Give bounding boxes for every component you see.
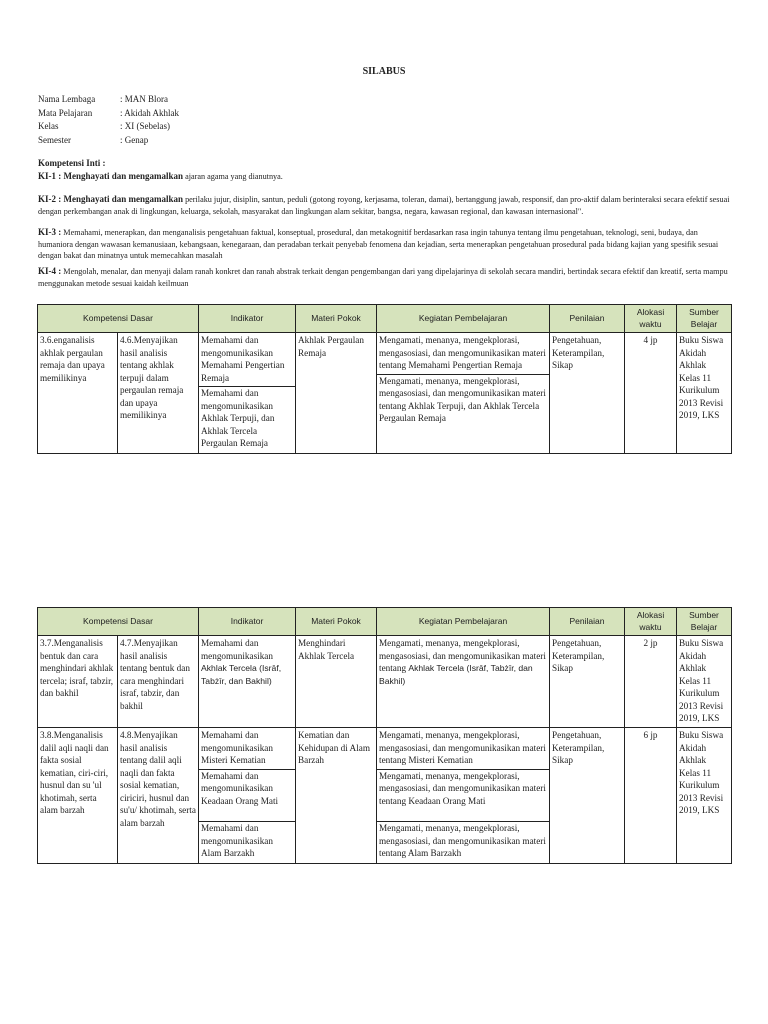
materi-cell: Akhlak Pergaulan Remaja <box>296 333 377 454</box>
header-materi-pokok: Materi Pokok <box>296 305 377 333</box>
identity-row <box>38 93 179 107</box>
ki-1 <box>38 171 732 183</box>
alokasi-cell: 2 jp <box>625 636 677 728</box>
table-row <box>38 728 732 864</box>
header-kompetensi-dasar: Kompetensi Dasar <box>38 608 199 636</box>
header-indikator: Indikator <box>199 305 296 333</box>
header-sumber-line1: Sumber <box>689 610 719 620</box>
identity-label: Kelas <box>38 121 59 131</box>
indikator-cell <box>199 636 296 728</box>
identity-row <box>38 134 179 148</box>
indikator-text: Memahami dan mengomunikasikan <box>201 638 273 661</box>
kegiatan-cell <box>377 333 550 454</box>
kd-4-cell: 4.7.Menyajikan hasil analisis tentang bentuk dan cara menghindari israf, tabzir, dan bakhil <box>118 636 199 728</box>
sumber-cell: Buku Siswa Akidah Akhlak Kelas 11 Kurikulum 2013 Revisi 2019, LKS <box>677 333 732 454</box>
header-alokasi-line1: Alokasi <box>636 307 665 317</box>
kd-3-cell: 3.6.enganalisis akhlak pergaulan remaja dan upaya memilikinya <box>38 333 118 454</box>
identity-label: Mata Pelajaran <box>38 107 93 118</box>
header-sumber-line2: Belajar <box>690 621 718 632</box>
kegiatan-cell <box>377 728 550 864</box>
penilaian-cell: Pengetahuan, Keterampilan, Sikap <box>550 333 625 454</box>
kd-3-cell: 3.8.Menganalisis dalil aqli naqli dan fakta sosial kematian, ciri-ciri, husnul dan su 'ul khotimah, serta alam barzah <box>38 728 118 864</box>
header-sumber <box>677 305 732 333</box>
sumber-cell: Buku Siswa Akidah Akhlak Kelas 11 Kurikulum 2013 Revisi 2019, LKS <box>677 728 732 864</box>
alokasi-cell: 4 jp <box>625 333 677 454</box>
materi-cell: Kematian dan Kehidupan di Alam Barzah <box>296 728 377 864</box>
kegiatan-highlight: Akhlak Tercela (Isrāf, Tabżīr, dan Bakhil) <box>379 663 533 686</box>
materi-cell: Menghindari Akhlak Tercela <box>296 636 377 728</box>
identity-value: : XI (Sebelas) <box>120 121 170 131</box>
header-sumber-line2: Belajar <box>690 318 718 329</box>
alokasi-cell: 6 jp <box>625 728 677 864</box>
ki-2-text: perilaku jujur, disiplin, santun, peduli (gotong royong, kerjasama, toleran, damai), bertanggung jawab, responsif, dan pro-aktif dalam berinteraksi secara efektif sesuai dengan perkembangan anak di lingkungan, keluarga, sekolah, masyarakat dan lingkungan alam sekitar, bangsa, negara, kawasan regional, dan kawasan internasional". <box>38 195 730 216</box>
identity-label: Semester <box>38 134 71 145</box>
ki-4 <box>38 266 732 289</box>
identity-block <box>38 93 179 147</box>
header-alokasi <box>625 305 677 333</box>
header-alokasi-line2: waktu <box>639 318 662 329</box>
header-materi-pokok: Materi Pokok <box>296 608 377 636</box>
table-header-row <box>38 608 732 636</box>
indikator-item: Memahami dan mengomunikasikan Alam Barzakh <box>201 823 273 858</box>
ki-2 <box>38 194 732 217</box>
ki-4-text: Mengolah, menalar, dan menyaji dalam ranah konkret dan ranah abstrak terkait dengan pengembangan dari yang dipelajarinya di sekolah secara mandiri, bertindak secara efektif dan kreatif, serta mampu menggunakan metode sesuai kaidah keilmuan <box>38 267 728 288</box>
kegiatan-item: Mengamati, menanya, mengekplorasi, mengasosiasi, dan mengomunikasikan materi tentang Akhlak Terpuji, dan Akhlak Tercela Pergaulan Remaja <box>379 375 546 423</box>
header-indikator: Indikator <box>199 608 296 636</box>
kegiatan-item: Mengamati, menanya, mengekplorasi, mengasosiasi, dan mengomunikasikan materi tentang Alam Barzakh <box>379 823 546 858</box>
indikator-cell <box>199 728 296 864</box>
identity-value: : MAN Blora <box>120 94 168 104</box>
syllabus-table-2 <box>37 607 732 864</box>
ki-4-label: KI-4 : <box>38 266 62 276</box>
ki-1-label: KI-1 : Menghayati dan mengamalkan <box>38 171 184 181</box>
table-header-row <box>38 305 732 333</box>
penilaian-cell: Pengetahuan, Keterampilan, Sikap <box>550 636 625 728</box>
indikator-highlight: Akhlak Tercela (Isrāf, Tabżīr, dan Bakhil) <box>201 663 282 686</box>
ki-3-text: Memahami, menerapkan, dan menganalisis pengetahuan faktual, konseptual, prosedural, dan metakognitif berdasarkan rasa ingin tahunya tentang ilmu pengetahuan, teknologi, seni, budaya, dan humaniora dengan wawasan kemanusiaan, kebangsaan, kenegaraan, dan peradaban terkait penyebab fenomena dan kejadian, serta menerapkan pengetahuan prosedural pada bidang kajian yang spesifik sesuai dengan bakat dan minatnya untuk memecahkan masalah <box>38 228 719 260</box>
identity-value: : Akidah Akhlak <box>120 107 179 118</box>
ki-2-label: KI-2 : Menghayati dan mengamalkan <box>38 194 184 204</box>
table-row <box>38 636 732 728</box>
header-alokasi-line2: waktu <box>639 621 662 632</box>
kd-4-cell: 4.8.Menyajikan hasil analisis tentang dalil aqli naqli dan fakta sosial kematian, ciriciri, husnul dan su'u/ khotimah, serta alam barzah <box>118 728 199 864</box>
penilaian-cell: Pengetahuan, Keterampilan, Sikap <box>550 728 625 864</box>
ki-3 <box>38 227 732 262</box>
header-kegiatan: Kegiatan Pembelajaran <box>377 305 550 333</box>
header-kegiatan: Kegiatan Pembelajaran <box>377 608 550 636</box>
document-title: SILABUS <box>362 66 406 77</box>
table-row <box>38 333 732 454</box>
identity-row <box>38 107 179 121</box>
indikator-item: Memahami dan mengomunikasikan Memahami Pengertian Remaja <box>199 334 295 387</box>
syllabus-table-1 <box>37 304 732 454</box>
kegiatan-cell <box>377 636 550 728</box>
indikator-item: Memahami dan mengomunikasikan Misteri Kematian <box>199 729 295 770</box>
header-alokasi-line1: Alokasi <box>636 610 665 620</box>
header-penilaian: Penilaian <box>550 305 625 333</box>
ki-3-label: KI-3 : <box>38 227 62 237</box>
header-sumber-line1: Sumber <box>689 307 719 317</box>
kegiatan-text: Mengamati, menanya, mengekplorasi, mengasosiasi, dan mengomunikasikan materi tentang <box>379 638 546 673</box>
indikator-item: Memahami dan mengomunikasikan Keadaan Orang Mati <box>199 770 295 823</box>
kompetensi-inti-heading: Kompetensi Inti : <box>38 158 106 168</box>
header-sumber <box>677 608 732 636</box>
kegiatan-item: Mengamati, menanya, mengekplorasi, mengasosiasi, dan mengomunikasikan materi tentang Misteri Kematian <box>377 729 549 770</box>
header-kompetensi-dasar: Kompetensi Dasar <box>38 305 199 333</box>
identity-row <box>38 120 179 134</box>
indikator-cell <box>199 333 296 454</box>
kegiatan-item: Mengamati, menanya, mengekplorasi, mengasosiasi, dan mengomunikasikan materi tentang Keadaan Orang Mati <box>377 770 549 823</box>
indikator-item: Memahami dan mengomunikasikan Akhlak Terpuji, dan Akhlak Tercela Pergaulan Remaja <box>201 388 275 448</box>
ki-1-text: ajaran agama yang dianutnya. <box>183 172 283 181</box>
identity-value: : Genap <box>120 134 149 145</box>
header-penilaian: Penilaian <box>550 608 625 636</box>
identity-label: Nama Lembaga <box>38 94 96 104</box>
sumber-cell: Buku Siswa Akidah Akhlak Kelas 11 Kurikulum 2013 Revisi 2019, LKS <box>677 636 732 728</box>
header-alokasi <box>625 608 677 636</box>
kd-3-cell: 3.7.Menganalisis bentuk dan cara menghindari akhlak tercela; israf, tabzir, dan bakhil <box>38 636 118 728</box>
kd-4-cell: 4.6.Menyajikan hasil analisis tentang akhlak terpuji dalam pergaulan remaja dan upaya memilikinya <box>118 333 199 454</box>
kegiatan-item: Mengamati, menanya, mengekplorasi, mengasosiasi, dan mengomunikasikan materi tentang Memahami Pengertian Remaja <box>377 334 549 375</box>
